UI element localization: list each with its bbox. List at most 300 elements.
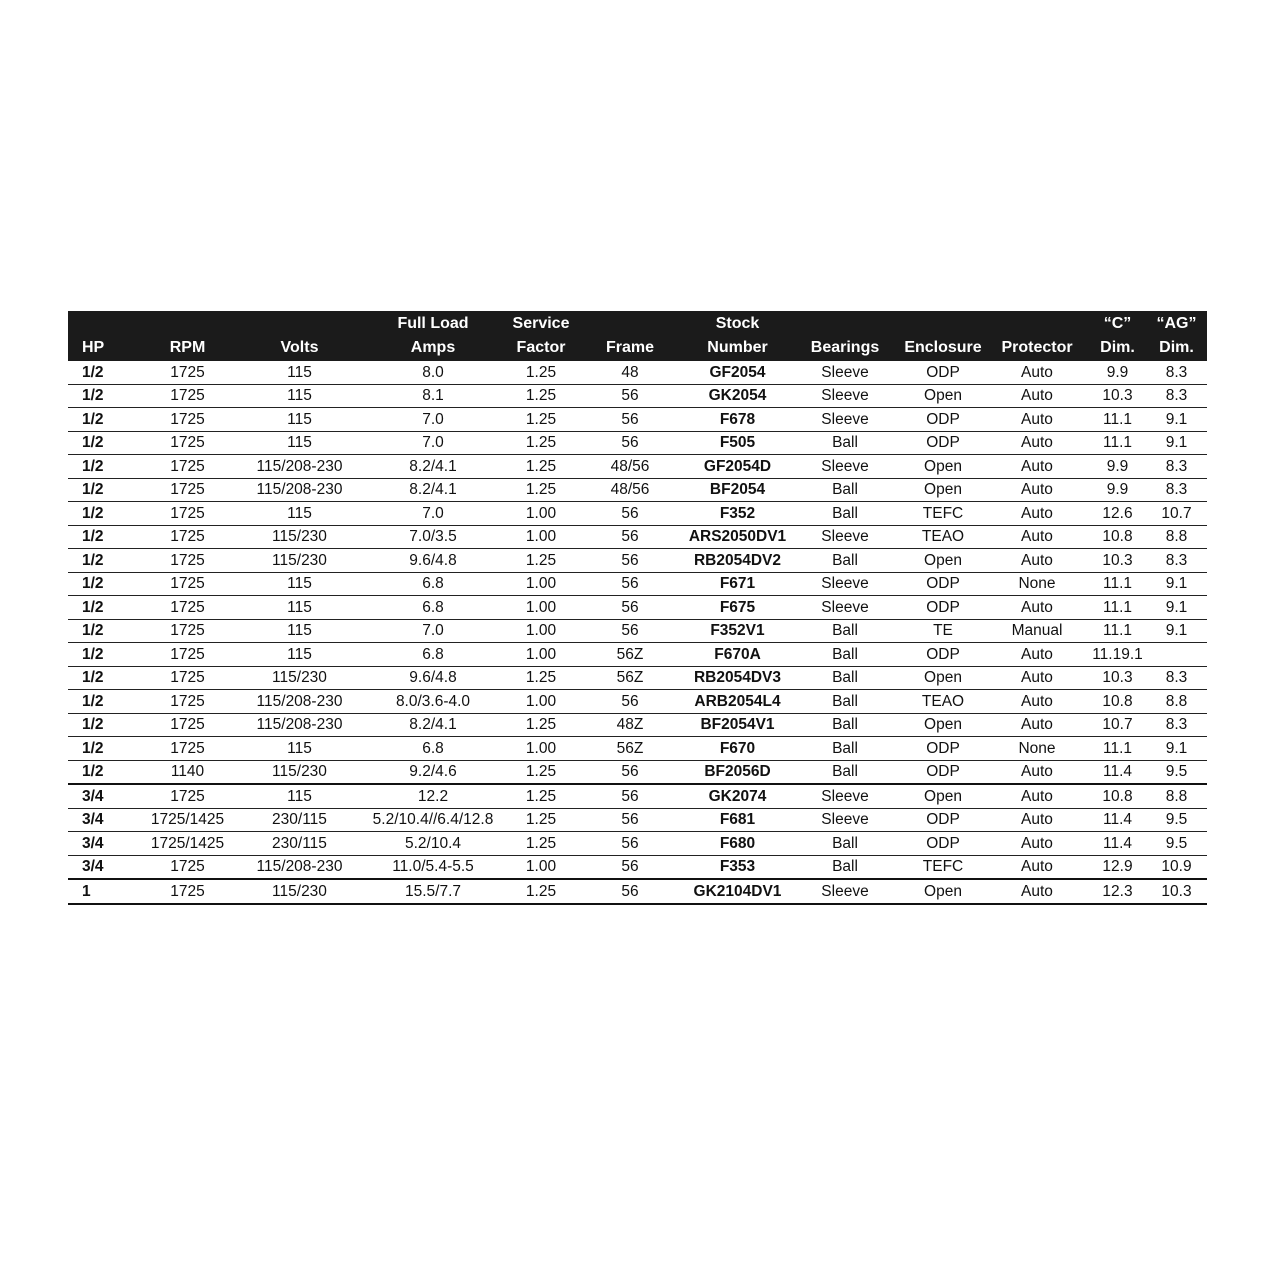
cell-stock-number: GK2054 (686, 384, 789, 408)
cell-c-dim: 10.3 (1089, 384, 1146, 408)
cell-hp: 1/2 (68, 455, 134, 479)
cell-rpm: 1725 (134, 596, 241, 620)
table-row (68, 619, 1207, 643)
cell-rpm: 1725 (134, 690, 241, 714)
cell-rpm: 1725 (134, 784, 241, 808)
cell-hp: 1/2 (68, 549, 134, 573)
cell-rpm: 1725 (134, 525, 241, 549)
cell-amps: 9.6/4.8 (358, 549, 508, 573)
cell-bearings: Ball (789, 619, 901, 643)
cell-bearings: Ball (789, 690, 901, 714)
cell-c-dim: 12.3 (1089, 879, 1146, 904)
header-line2: Enclosure (904, 339, 982, 356)
cell-rpm: 1725 (134, 549, 241, 573)
table-row (68, 784, 1207, 808)
cell-bearings: Sleeve (789, 808, 901, 832)
cell-stock-number: RB2054DV3 (686, 666, 789, 690)
cell-c-dim: 11.1 (1089, 596, 1146, 620)
header-line1: Service (512, 315, 570, 332)
cell-enclosure: Open (901, 384, 985, 408)
cell-service-factor: 1.25 (508, 879, 574, 904)
cell-protector: Auto (985, 713, 1089, 737)
cell-volts: 115 (241, 572, 358, 596)
cell-stock-number: F675 (686, 596, 789, 620)
cell-bearings: Ball (789, 431, 901, 455)
cell-stock-number: F680 (686, 832, 789, 856)
cell-frame: 48Z (574, 713, 686, 737)
cell-enclosure: TEAO (901, 690, 985, 714)
table-row (68, 832, 1207, 856)
header-frame (574, 311, 686, 361)
header-hp (68, 311, 134, 361)
table-row (68, 713, 1207, 737)
cell-volts: 115 (241, 502, 358, 526)
cell-enclosure: ODP (901, 737, 985, 761)
cell-protector: Auto (985, 502, 1089, 526)
cell-bearings: Ball (789, 478, 901, 502)
cell-frame: 56Z (574, 643, 686, 667)
header-line2: Dim. (1100, 339, 1135, 356)
table-row (68, 408, 1207, 432)
table-row (68, 737, 1207, 761)
cell-stock-number: BF2054 (686, 478, 789, 502)
cell-hp: 3/4 (68, 832, 134, 856)
motor-spec-table (68, 311, 1207, 905)
cell-stock-number: F681 (686, 808, 789, 832)
cell-hp: 1/2 (68, 525, 134, 549)
cell-frame: 56 (574, 808, 686, 832)
cell-enclosure: ODP (901, 808, 985, 832)
table-row (68, 455, 1207, 479)
cell-protector: Auto (985, 478, 1089, 502)
header-line2: Protector (1001, 339, 1073, 356)
cell-protector: None (985, 572, 1089, 596)
cell-rpm: 1725 (134, 737, 241, 761)
cell-hp: 1/2 (68, 690, 134, 714)
cell-c-dim: 10.3 (1089, 666, 1146, 690)
cell-ag-dim: 10.7 (1146, 502, 1207, 526)
cell-service-factor: 1.00 (508, 596, 574, 620)
header-line2: Volts (280, 339, 319, 356)
table-row (68, 690, 1207, 714)
cell-c-dim: 11.1 (1089, 619, 1146, 643)
cell-hp: 1/2 (68, 361, 134, 384)
cell-volts: 115 (241, 737, 358, 761)
cell-amps: 7.0 (358, 408, 508, 432)
cell-rpm: 1725 (134, 502, 241, 526)
cell-volts: 115/230 (241, 549, 358, 573)
cell-service-factor: 1.25 (508, 808, 574, 832)
cell-protector: None (985, 737, 1089, 761)
cell-bearings: Sleeve (789, 784, 901, 808)
cell-ag-dim: 8.3 (1146, 549, 1207, 573)
cell-volts: 230/115 (241, 808, 358, 832)
cell-amps: 12.2 (358, 784, 508, 808)
cell-frame: 56 (574, 549, 686, 573)
cell-service-factor: 1.25 (508, 478, 574, 502)
header-line1 (985, 312, 1089, 336)
table-row (68, 879, 1207, 904)
cell-frame: 48/56 (574, 478, 686, 502)
cell-hp: 1/2 (68, 619, 134, 643)
cell-rpm: 1725/1425 (134, 832, 241, 856)
cell-amps: 6.8 (358, 643, 508, 667)
cell-service-factor: 1.00 (508, 502, 574, 526)
cell-protector: Auto (985, 879, 1089, 904)
cell-volts: 115 (241, 596, 358, 620)
cell-c-dim: 12.9 (1089, 855, 1146, 879)
cell-volts: 115 (241, 408, 358, 432)
header-line1 (82, 312, 134, 336)
cell-amps: 7.0 (358, 619, 508, 643)
cell-amps: 8.0 (358, 361, 508, 384)
cell-stock-number: BF2056D (686, 760, 789, 784)
cell-volts: 115/208-230 (241, 855, 358, 879)
table-row (68, 525, 1207, 549)
cell-ag-dim: 8.3 (1146, 361, 1207, 384)
cell-enclosure: Open (901, 478, 985, 502)
cell-ag-dim: 8.3 (1146, 384, 1207, 408)
cell-c-dim: 10.8 (1089, 525, 1146, 549)
cell-c-dim: 11.1 (1089, 408, 1146, 432)
cell-service-factor: 1.00 (508, 619, 574, 643)
cell-hp: 1/2 (68, 643, 134, 667)
table-row (68, 384, 1207, 408)
cell-protector: Auto (985, 690, 1089, 714)
cell-service-factor: 1.25 (508, 361, 574, 384)
cell-enclosure: ODP (901, 361, 985, 384)
cell-volts: 115/208-230 (241, 478, 358, 502)
cell-service-factor: 1.00 (508, 690, 574, 714)
cell-bearings: Sleeve (789, 361, 901, 384)
cell-c-dim: 11.19.1 (1089, 643, 1146, 667)
cell-stock-number: F352 (686, 502, 789, 526)
cell-volts: 115 (241, 384, 358, 408)
cell-volts: 115 (241, 643, 358, 667)
cell-ag-dim: 9.1 (1146, 737, 1207, 761)
cell-c-dim: 10.7 (1089, 713, 1146, 737)
cell-service-factor: 1.25 (508, 408, 574, 432)
cell-amps: 8.2/4.1 (358, 478, 508, 502)
header-enclosure (901, 311, 985, 361)
cell-stock-number: GF2054 (686, 361, 789, 384)
cell-rpm: 1140 (134, 760, 241, 784)
cell-stock-number: BF2054V1 (686, 713, 789, 737)
header-c-dim (1089, 311, 1146, 361)
header-line1 (574, 312, 686, 336)
table-row (68, 760, 1207, 784)
cell-hp: 1/2 (68, 666, 134, 690)
cell-amps: 7.0/3.5 (358, 525, 508, 549)
cell-service-factor: 1.25 (508, 384, 574, 408)
cell-ag-dim: 8.3 (1146, 455, 1207, 479)
cell-ag-dim: 9.1 (1146, 619, 1207, 643)
cell-hp: 1/2 (68, 760, 134, 784)
cell-frame: 56 (574, 596, 686, 620)
header-protector (985, 311, 1089, 361)
cell-frame: 56 (574, 760, 686, 784)
cell-frame: 56 (574, 502, 686, 526)
cell-ag-dim: 9.1 (1146, 408, 1207, 432)
cell-amps: 8.0/3.6-4.0 (358, 690, 508, 714)
cell-bearings: Ball (789, 502, 901, 526)
cell-rpm: 1725 (134, 361, 241, 384)
cell-frame: 56 (574, 832, 686, 856)
cell-bearings: Ball (789, 855, 901, 879)
cell-frame: 56 (574, 431, 686, 455)
header-line2: Bearings (810, 339, 880, 356)
header-line1: Stock (715, 315, 760, 332)
cell-service-factor: 1.25 (508, 666, 574, 690)
cell-ag-dim: 8.8 (1146, 690, 1207, 714)
cell-enclosure: Open (901, 879, 985, 904)
cell-rpm: 1725 (134, 478, 241, 502)
table-row (68, 502, 1207, 526)
header-line2: Factor (516, 339, 566, 356)
cell-enclosure: Open (901, 666, 985, 690)
cell-c-dim: 9.9 (1089, 361, 1146, 384)
header-line1 (789, 312, 901, 336)
cell-hp: 3/4 (68, 855, 134, 879)
cell-volts: 115 (241, 431, 358, 455)
cell-rpm: 1725 (134, 643, 241, 667)
cell-c-dim: 11.4 (1089, 832, 1146, 856)
cell-hp: 1/2 (68, 502, 134, 526)
cell-stock-number: F671 (686, 572, 789, 596)
cell-volts: 115/208-230 (241, 690, 358, 714)
cell-protector: Auto (985, 596, 1089, 620)
cell-stock-number: F505 (686, 431, 789, 455)
cell-hp: 1/2 (68, 408, 134, 432)
cell-service-factor: 1.00 (508, 525, 574, 549)
header-line2: HP (82, 339, 105, 356)
cell-amps: 6.8 (358, 596, 508, 620)
cell-hp: 1/2 (68, 384, 134, 408)
cell-hp: 1/2 (68, 572, 134, 596)
cell-bearings: Ball (789, 713, 901, 737)
cell-bearings: Ball (789, 737, 901, 761)
cell-c-dim: 11.1 (1089, 737, 1146, 761)
cell-service-factor: 1.25 (508, 549, 574, 573)
cell-ag-dim: 9.5 (1146, 832, 1207, 856)
cell-amps: 7.0 (358, 431, 508, 455)
cell-service-factor: 1.00 (508, 855, 574, 879)
cell-rpm: 1725 (134, 713, 241, 737)
cell-enclosure: TEAO (901, 525, 985, 549)
table-row (68, 361, 1207, 384)
header-service-factor (508, 311, 574, 361)
cell-enclosure: ODP (901, 832, 985, 856)
header-ag-dim (1146, 311, 1207, 361)
cell-amps: 6.8 (358, 737, 508, 761)
cell-enclosure: Open (901, 784, 985, 808)
cell-enclosure: TE (901, 619, 985, 643)
cell-bearings: Sleeve (789, 572, 901, 596)
header-line2: Number (707, 339, 768, 356)
cell-amps: 9.2/4.6 (358, 760, 508, 784)
cell-rpm: 1725 (134, 879, 241, 904)
cell-ag-dim: 8.8 (1146, 525, 1207, 549)
cell-hp: 3/4 (68, 784, 134, 808)
cell-frame: 56 (574, 855, 686, 879)
cell-bearings: Sleeve (789, 879, 901, 904)
cell-ag-dim: 9.1 (1146, 572, 1207, 596)
cell-service-factor: 1.25 (508, 784, 574, 808)
cell-protector: Manual (985, 619, 1089, 643)
cell-ag-dim: 8.3 (1146, 713, 1207, 737)
cell-frame: 56Z (574, 737, 686, 761)
cell-service-factor: 1.25 (508, 713, 574, 737)
cell-enclosure: ODP (901, 431, 985, 455)
cell-enclosure: Open (901, 549, 985, 573)
cell-protector: Auto (985, 808, 1089, 832)
table-row (68, 643, 1207, 667)
cell-ag-dim: 9.1 (1146, 431, 1207, 455)
cell-stock-number: ARS2050DV1 (686, 525, 789, 549)
cell-rpm: 1725/1425 (134, 808, 241, 832)
table-row (68, 478, 1207, 502)
cell-rpm: 1725 (134, 572, 241, 596)
header-line1: Full Load (397, 315, 469, 332)
cell-stock-number: F670A (686, 643, 789, 667)
cell-hp: 1/2 (68, 596, 134, 620)
cell-bearings: Ball (789, 643, 901, 667)
table-row (68, 666, 1207, 690)
cell-amps: 8.1 (358, 384, 508, 408)
cell-protector: Auto (985, 431, 1089, 455)
header-line1 (241, 312, 358, 336)
cell-frame: 56 (574, 408, 686, 432)
cell-service-factor: 1.00 (508, 643, 574, 667)
cell-bearings: Sleeve (789, 384, 901, 408)
cell-service-factor: 1.25 (508, 760, 574, 784)
cell-ag-dim: 9.5 (1146, 808, 1207, 832)
cell-frame: 56 (574, 690, 686, 714)
cell-service-factor: 1.00 (508, 572, 574, 596)
cell-volts: 115/208-230 (241, 713, 358, 737)
cell-service-factor: 1.25 (508, 431, 574, 455)
cell-protector: Auto (985, 384, 1089, 408)
cell-protector: Auto (985, 784, 1089, 808)
cell-rpm: 1725 (134, 431, 241, 455)
cell-protector: Auto (985, 666, 1089, 690)
cell-stock-number: RB2054DV2 (686, 549, 789, 573)
cell-rpm: 1725 (134, 855, 241, 879)
cell-c-dim: 10.3 (1089, 549, 1146, 573)
cell-frame: 56 (574, 619, 686, 643)
cell-volts: 115 (241, 784, 358, 808)
cell-protector: Auto (985, 643, 1089, 667)
cell-frame: 56 (574, 525, 686, 549)
header-bearings (789, 311, 901, 361)
cell-bearings: Ball (789, 760, 901, 784)
cell-service-factor: 1.25 (508, 832, 574, 856)
cell-amps: 8.2/4.1 (358, 713, 508, 737)
cell-frame: 56 (574, 784, 686, 808)
cell-rpm: 1725 (134, 619, 241, 643)
cell-bearings: Sleeve (789, 596, 901, 620)
cell-bearings: Sleeve (789, 525, 901, 549)
cell-enclosure: Open (901, 713, 985, 737)
cell-volts: 115/230 (241, 760, 358, 784)
cell-bearings: Ball (789, 666, 901, 690)
cell-stock-number: GK2074 (686, 784, 789, 808)
cell-protector: Auto (985, 832, 1089, 856)
cell-stock-number: GK2104DV1 (686, 879, 789, 904)
table-row (68, 572, 1207, 596)
cell-volts: 115/208-230 (241, 455, 358, 479)
cell-amps: 5.2/10.4//6.4/12.8 (358, 808, 508, 832)
cell-bearings: Ball (789, 549, 901, 573)
cell-ag-dim: 10.9 (1146, 855, 1207, 879)
cell-frame: 48 (574, 361, 686, 384)
cell-ag-dim: 10.3 (1146, 879, 1207, 904)
header-line1 (901, 312, 985, 336)
cell-c-dim: 11.1 (1089, 572, 1146, 596)
cell-enclosure: ODP (901, 760, 985, 784)
table-row (68, 431, 1207, 455)
cell-volts: 115/230 (241, 879, 358, 904)
cell-stock-number: F353 (686, 855, 789, 879)
cell-service-factor: 1.25 (508, 455, 574, 479)
cell-hp: 1 (68, 879, 134, 904)
cell-c-dim: 10.8 (1089, 690, 1146, 714)
cell-hp: 1/2 (68, 478, 134, 502)
header-line1: “C” (1103, 315, 1132, 332)
cell-ag-dim: 9.5 (1146, 760, 1207, 784)
cell-amps: 15.5/7.7 (358, 879, 508, 904)
cell-rpm: 1725 (134, 666, 241, 690)
cell-ag-dim: 8.3 (1146, 478, 1207, 502)
cell-c-dim: 12.6 (1089, 502, 1146, 526)
cell-enclosure: ODP (901, 596, 985, 620)
header-full-load-amps (358, 311, 508, 361)
cell-protector: Auto (985, 408, 1089, 432)
cell-enclosure: ODP (901, 408, 985, 432)
cell-volts: 115 (241, 619, 358, 643)
cell-protector: Auto (985, 455, 1089, 479)
cell-enclosure: TEFC (901, 502, 985, 526)
cell-rpm: 1725 (134, 384, 241, 408)
cell-protector: Auto (985, 525, 1089, 549)
cell-service-factor: 1.00 (508, 737, 574, 761)
cell-c-dim: 10.8 (1089, 784, 1146, 808)
cell-amps: 7.0 (358, 502, 508, 526)
cell-amps: 9.6/4.8 (358, 666, 508, 690)
cell-rpm: 1725 (134, 455, 241, 479)
cell-c-dim: 11.1 (1089, 431, 1146, 455)
cell-rpm: 1725 (134, 408, 241, 432)
table-row (68, 549, 1207, 573)
cell-frame: 56 (574, 879, 686, 904)
cell-protector: Auto (985, 549, 1089, 573)
cell-hp: 1/2 (68, 737, 134, 761)
cell-protector: Auto (985, 760, 1089, 784)
table-header-row (68, 311, 1207, 361)
cell-frame: 56 (574, 384, 686, 408)
header-line2: Amps (410, 339, 456, 356)
cell-enclosure: ODP (901, 643, 985, 667)
cell-stock-number: F678 (686, 408, 789, 432)
header-line2: RPM (169, 339, 206, 356)
cell-protector: Auto (985, 361, 1089, 384)
header-volts (241, 311, 358, 361)
cell-amps: 6.8 (358, 572, 508, 596)
cell-c-dim: 9.9 (1089, 478, 1146, 502)
header-line1 (134, 312, 241, 336)
cell-stock-number: F352V1 (686, 619, 789, 643)
header-line1: “AG” (1156, 315, 1197, 332)
